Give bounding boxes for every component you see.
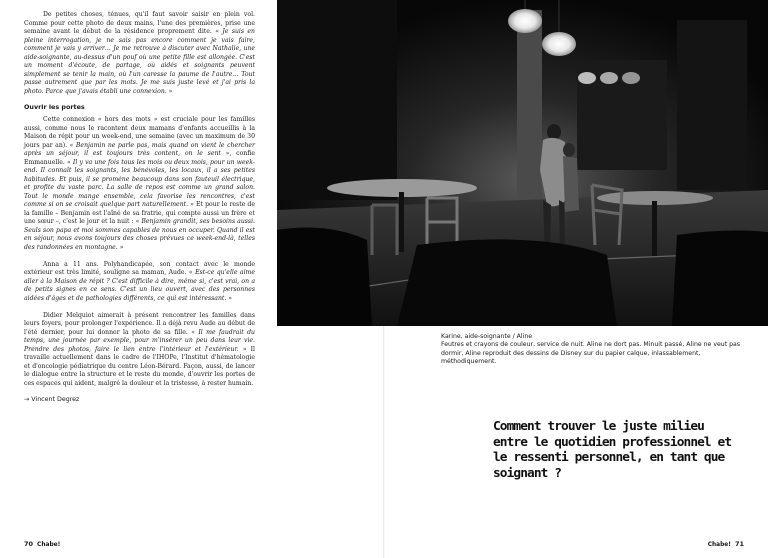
- caption-title: Karine, aide-soignante / Aline: [441, 333, 533, 340]
- paragraph-1: [24, 11, 255, 96]
- section-subheading: Ouvrir les portes: [24, 103, 85, 111]
- right-page: [384, 0, 768, 558]
- quote-text: Je suis en pleine interrogation, je ne sais pas encore comment je vais faire, comment je vais y arriver… Je me retrouve à discuter avec Nathalie, une aide-soignante, au-dessus d'un pouf où une petite fille est allongée. C'est un moment d'écoute, de partage, où aidés et soignants peuvent simplement se tenir la main, où l'un caresse la paume de l'autre… Tout passe autrement que par les mots. Je me suis juste levé et j'ai pris la photo. Parce que j'avais établi une connexion.: [24, 28, 256, 95]
- page-number: 71: [734, 540, 744, 548]
- quote-text: Est-ce qu'elle aime aller à la Maison de répit ? C'est difficile à dire, même si, c'est vrai, on a de petits signes en ce sens. C'est un lieu ouvert, avec des personnes aidées d'âges et de pathologies différents, ce qui est intéressant.: [24, 269, 255, 302]
- text: », confie Emmanuelle. «: [24, 150, 255, 166]
- right-folio: [704, 540, 744, 548]
- paragraph-3: [24, 261, 255, 304]
- author-signature: → Vincent Degrez: [24, 396, 80, 403]
- text: De petites choses, ténues, qu'il faut savoir saisir en plein vol. Comme pour cette photo de deux mains, l'une des premières, prise une semaine avant le début de la résidence proprement dite. «: [24, 11, 255, 35]
- text: Cette connexion « hors des mots » est cruciale pour les familles aussi, comme nous le racontent deux mamans d'enfants accueillis à la Maison de répit pour un week-end, une semaine (avec un maximum de 30 jours par an). «: [24, 116, 255, 149]
- quote-text: Benjamin grandit, ses besoins aussi. Seuls son papa et moi sommes capables de nous en occuper. Quand il est en séjour, nous avons toujours des choses prévues ce week-end-là, telles des randonnées en montagne.: [24, 218, 255, 251]
- paragraph-4: [24, 312, 255, 389]
- text: » Et pour le reste de la famille – Benjamin est l'aîné de sa fratrie, qui compte aussi un frère et une sœur –, c'est le jour et la nuit : «: [24, 201, 255, 225]
- quote-text: Benjamin ne parle pas, mais quand on vient le chercher après un séjour, il est toujours très content, on le sent: [24, 141, 255, 157]
- text: »: [166, 87, 173, 95]
- text: » Il travaille actuellement dans le cadre de l'IHOPe, l'Institut d'hématologie et d'oncologie pédiatrique du centre Léon-Bérard. Façon, aussi, de lancer le dialogue entre la structure et le reste du monde, d'ouvrir les portes de ces espaces qui aident, malgré la douleur et la tristesse, à rester humain.: [24, 345, 255, 387]
- text: »: [117, 243, 124, 251]
- quote-text: Il me faudrait du temps, une journée par exemple, pour m'insérer un peu dans leur vie. Prendre des photos, faire le lien entre l'intérieur et l'extérieur.: [24, 328, 256, 353]
- pull-quote: Comment trouver le juste milieu entre le quotidien professionnel et le ressenti personnel, en tant que soignant ?: [493, 419, 732, 481]
- article-column: [24, 11, 255, 403]
- text: Didier Melquiot aimerait à présent rencontrer les familles dans leurs foyers, pour prolonger l'expérience. Il a déjà revu Aude au début de l'été dernier, pour lui donner la photo de sa fille. «: [24, 311, 255, 336]
- caption-body: Feutres et crayons de couleur, service de nuit. Aline ne dort pas. Minuit passé, Aline ne veut pas dormir, Aline reproduit des dessins de Disney sur du papier calque, inlassablement, méthodiquement.: [441, 341, 741, 366]
- magazine-name: Chabe!: [37, 540, 61, 548]
- magazine-name: Chabe!: [707, 540, 731, 548]
- paragraph-2: [24, 116, 255, 252]
- page-number: 70: [24, 540, 34, 548]
- text: Anna a 11 ans. Polyhandicapée, son contact avec le monde extérieur est très limité, souligne sa maman, Aude. «: [24, 260, 255, 276]
- text: »: [226, 294, 233, 302]
- quote-text: Il y va une fois tous les mois ou deux mois, pour un week-end. Il connaît les soignants, les bénévoles, les locaux, il a ses petites habitudes. Et puis, il se promène beaucoup dans son fauteuil électrique, et profite du vaste parc. La salle de repos est comme un grand salon. Tout le monde mange ensemble, cela favorise les rencontres, c'est comme si on se croisait quelque part naturellement.: [24, 158, 255, 208]
- left-folio: [24, 540, 64, 548]
